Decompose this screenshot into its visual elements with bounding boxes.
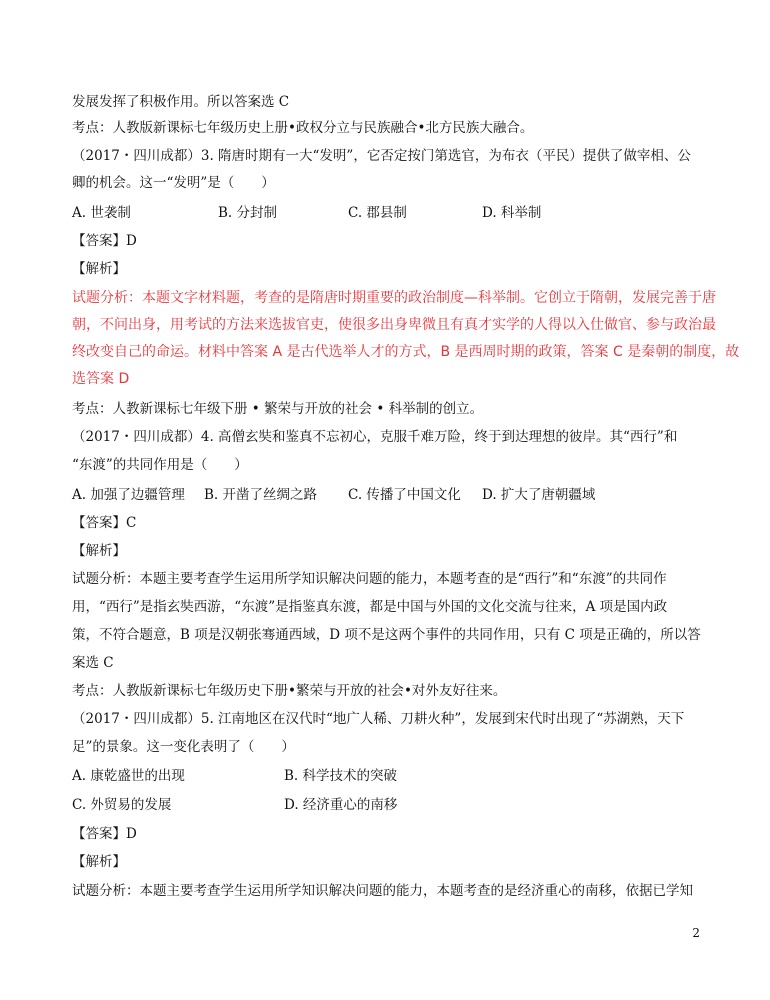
q3-analysis-red-line-2: 朝，不问出身，用考试的方法来选拔官吏，使很多出身卑微且有真才实学的人得以入仕做官、参与政治最 xyxy=(72,317,716,333)
question-4-stem-line-1: （2017・四川成都）4. 高僧玄奘和鉴真不忘初心，克服千难万险，终于到达理想的彼岸。其“西行”和 xyxy=(72,429,678,445)
question-5-stem-line-2: 足”的景象。这一变化表明了（ ） xyxy=(72,739,295,755)
q3-option-d: D. 科举制 xyxy=(482,205,542,221)
question-4-stem-line-2: “东渡”的共同作用是（ ） xyxy=(72,457,248,473)
q4-option-c: C. 传播了中国文化 xyxy=(348,487,461,503)
q3-option-a: A. 世袭制 xyxy=(72,205,131,221)
q4-analysis-heading: 【解析】 xyxy=(72,543,126,559)
q4-analysis-line-4: 案选 C xyxy=(72,655,114,671)
q4-analysis-line-3: 策，不符合题意，B 项是汉朝张骞通西域，D 项不是这两个事件的共同作用，只有 C 项是正确的，所以答 xyxy=(72,627,701,643)
q3-option-c: C. 郡县制 xyxy=(348,205,407,221)
q4-option-a: A. 加强了边疆管理 xyxy=(72,487,185,503)
q5-analysis-heading: 【解析】 xyxy=(72,854,126,870)
question-3-stem-line-1: （2017・四川成都）3. 隋唐时期有一大“发明”，它否定按门第选官，为布衣（平民）提供了做宰相、公 xyxy=(72,148,691,164)
q5-option-d: D. 经济重心的南移 xyxy=(284,797,398,813)
q3-answer: 【答案】D xyxy=(72,233,137,249)
q3-analysis-red-line-1: 试题分析：本题文字材料题，考查的是隋唐时期重要的政治制度—科举制。它创立于隋朝，发展完善于唐 xyxy=(72,290,716,306)
q5-option-a: A. 康乾盛世的出现 xyxy=(72,768,185,784)
q5-analysis-line-1: 试题分析：本题主要考查学生运用所学知识解决问题的能力，本题考查的是经济重心的南移，依据已学知 xyxy=(72,883,693,899)
q4-analysis-line-2: 用，“西行”是指玄奘西游，“东渡”是指鉴真东渡，都是中国与外国的文化交流与往来，A 项是国内政 xyxy=(72,599,668,615)
q5-answer: 【答案】D xyxy=(72,826,137,842)
q5-option-c: C. 外贸易的发展 xyxy=(72,797,172,813)
text-line-answer-c-conclusion: 发展发挥了积极作用。所以答案选 C xyxy=(72,94,290,110)
q3-option-b: B. 分封制 xyxy=(218,205,278,221)
q4-answer: 【答案】C xyxy=(72,515,137,531)
question-5-stem-line-1: （2017・四川成都）5. 江南地区在汉代时“地广人稀、刀耕火种”，发展到宋代时出现了“苏湖熟，天下 xyxy=(72,711,685,727)
q4-knowledge-point: 考点：人教版新课标七年级历史下册•繁荣与开放的社会•对外友好往来。 xyxy=(72,683,507,699)
q5-option-b: B. 科学技术的突破 xyxy=(284,768,398,784)
text-line-knowledge-point-q2: 考点：人教版新课标七年级历史上册•政权分立与民族融合•北方民族大融合。 xyxy=(72,120,534,136)
q4-analysis-line-1: 试题分析：本题主要考查学生运用所学知识解决问题的能力，本题考查的是“西行”和“东渡”的共同作 xyxy=(72,571,667,587)
q3-analysis-heading: 【解析】 xyxy=(72,261,126,277)
page-number: 2 xyxy=(692,926,700,940)
question-3-stem-line-2: 卿的机会。这一“发明”是（ ） xyxy=(72,175,275,191)
q3-analysis-red-line-3: 终改变自己的命运。材料中答案 A 是古代选举人才的方式，B 是西周时期的政策，答案 C 是秦朝的制度，故 xyxy=(72,344,740,360)
q3-knowledge-point: 考点：人教新课标七年级下册 • 繁荣与开放的社会 • 科举制的创立。 xyxy=(72,401,484,417)
q3-analysis-red-line-4: 选答案 D xyxy=(72,371,130,387)
q4-option-d: D. 扩大了唐朝疆域 xyxy=(482,487,596,503)
q4-option-b: B. 开凿了丝绸之路 xyxy=(204,487,318,503)
